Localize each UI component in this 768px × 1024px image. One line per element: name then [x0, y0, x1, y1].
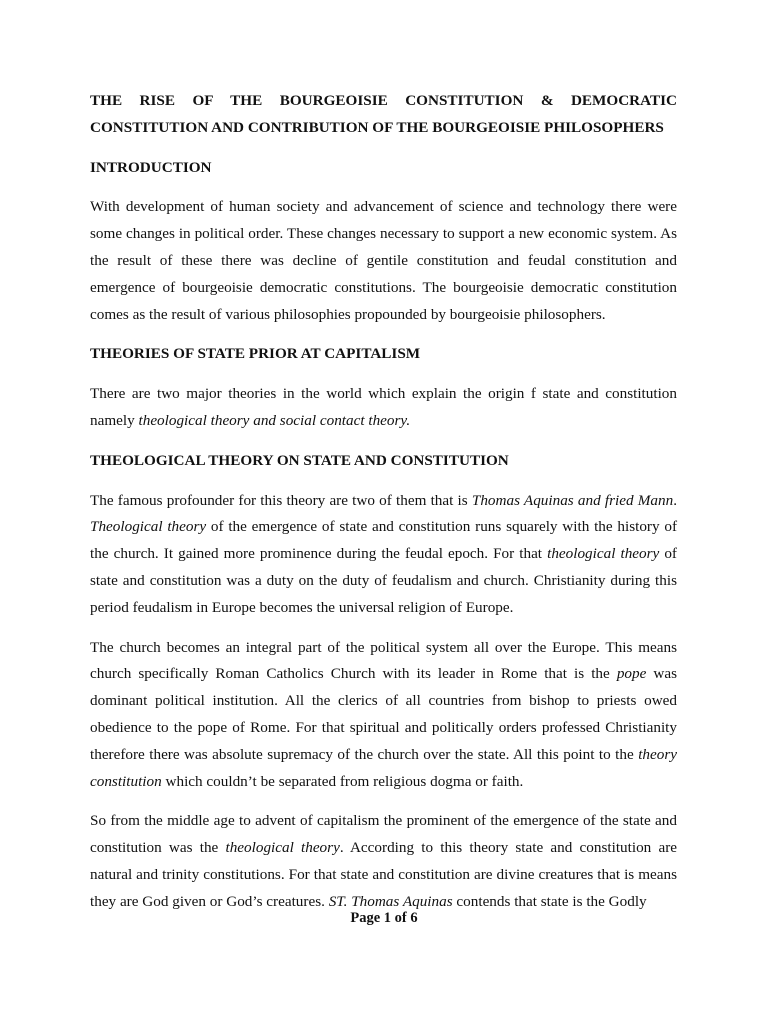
body-paragraph [90, 194, 677, 328]
italic-text: ST. Thomas Aquinas [328, 892, 453, 910]
text-run: of state and constitution was a duty on the duty of feudalism and church. Christianity during this period feudalism in Europe becomes the universal religion of Europe. [90, 545, 677, 616]
italic-text: theory constitution [90, 745, 677, 790]
italic-text: Theological theory [90, 518, 207, 536]
document-page [90, 88, 677, 929]
italic-text: theological theory and social contact theory. [138, 411, 411, 429]
text-run: contends that state is the Godly [452, 892, 647, 910]
text-run: . [673, 491, 677, 509]
section-heading: THEOLOGICAL THEORY ON STATE AND CONSTITUTION [90, 451, 509, 469]
italic-text: theological theory [547, 545, 660, 563]
document-body [90, 155, 677, 916]
text-run: was dominant political institution. All the clerics of all countries from bishop to priests owed obedience to the pope of Rome. For that spiritual and politically orders professed Christianity therefore there was absolute supremacy of the church over the state. All this point to the [90, 665, 678, 763]
text-run: There are two major theories in the world which explain the origin f state and constitution namely [90, 385, 677, 429]
italic-text: theological theory [225, 839, 340, 857]
body-paragraph [90, 635, 677, 796]
text-run: The famous profounder for this theory are two of them that is [90, 491, 472, 509]
text-run: With development of human society and advancement of science and technology there were some changes in political order. These changes necessary to support a new economic system. As the result of these there was decline of gentile constitution and feudal constitution and emergence of bourgeoisie democratic constitutions. The bourgeoisie democratic constitution comes as the result of various philosophies propounded by bourgeoisie philosophers. [90, 198, 677, 323]
section-heading: THEORIES OF STATE PRIOR AT CAPITALISM [90, 345, 421, 363]
text-run: . According to this theory state and constitution are natural and trinity constitutions. For that state and constitution are divine creatures that is means they are God given or God’s creatures. [90, 839, 677, 910]
document-title: THE RISE OF THE BOURGEOISIE CONSTITUTION & DEMOCRATIC CONSTITUTION AND CONTRIBUTION OF THE BOURGEOISIE PHILOSOPHERS [90, 92, 677, 136]
text-run: So from the middle age to advent of capitalism the prominent of the emergence of the state and constitution was the [90, 812, 677, 857]
italic-text: pope [616, 665, 647, 683]
page-number-footer: Page 1 of 6 [350, 910, 418, 926]
text-run: of the emergence of state and constitution runs squarely with the history of the church. It gained more prominence during the feudal epoch. For that [90, 518, 678, 563]
body-paragraph [90, 381, 677, 435]
italic-text: Thomas Aquinas and fried Mann [471, 491, 674, 509]
body-paragraph [90, 808, 677, 915]
section-heading: INTRODUCTION [90, 158, 212, 176]
text-run: which couldn’t be separated from religious dogma or faith. [161, 772, 524, 790]
body-paragraph [90, 488, 677, 622]
text-run: The church becomes an integral part of the political system all over the Europe. This means church specifically Roman Catholics Church with its leader in Rome that is the [90, 638, 677, 683]
